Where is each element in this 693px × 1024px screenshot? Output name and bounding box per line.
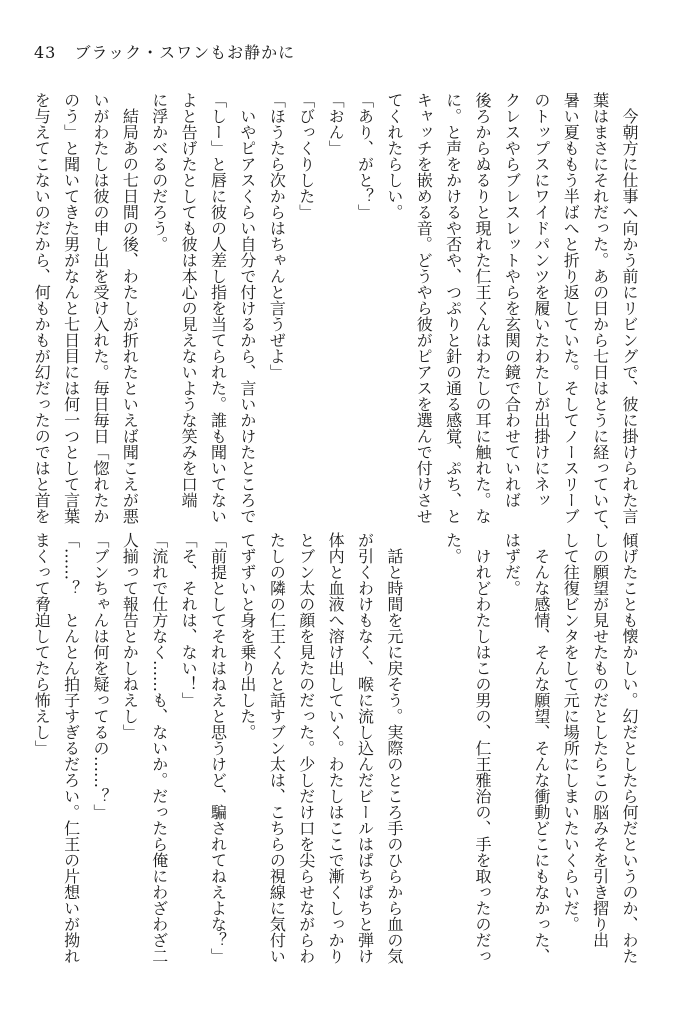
text-column: しの願望が見せたものだとしたらこの脳みそを引き摺り出 [590,532,610,948]
text-column: 「流れで仕方なく……も、ないか。だったら俺にわざわざ二 [149,532,169,964]
text-column: 「あり、がと？」 [355,92,375,220]
text-column: 「……？ とんとん拍子すぎるだろい。仁王の片想いが拗れ [61,532,81,964]
text-column: 「そ、それは、ない！」 [179,532,199,708]
text-column: に浮かべるのだろう。 [149,92,169,252]
text-column: 後ろからぬるりと現れた仁王くんはわたしの耳に触れた。な [473,92,493,524]
text-column: 話と時間を元に戻そう。実際のところ手のひらから血の気 [384,532,404,964]
book-title: ブラック・スワンもお静かに [74,43,296,62]
text-column [415,532,431,932]
text-column: 今朝方に仕事へ向かう前にリビングで、彼に掛けられた言 [620,92,639,524]
text-column: 暑い夏ももう半ばへと折り返していた。そしてノースリーブ [561,92,581,524]
text-column: 傾げたことも懐かしい。幻だとしたら何だというのか、わた [620,532,639,964]
text-column: クレスやらブレスレットやらを玄関の鏡で合わせていれば [502,92,522,508]
text-column: 「前提としてそれはねえと思うけど、騙されてねえよな？」 [208,532,228,964]
text-column: はずだ。 [502,532,522,596]
text-column: とブン太の顔を見たのだった。少しだけ口を尖らせながらわ [296,532,316,964]
text-column: まくって脅迫してたら怖えし」 [32,532,52,756]
text-column: を与えてこないのだから、何もかもが幻だったのではと首を [32,92,52,524]
text-column: そんな感情、そんな願望、そんな衝動どこにもなかった、 [531,532,551,964]
text-block-top [20,92,639,540]
text-column: たしの隣の仁王くんと話すブン太は、こちらの視線に気付い [267,532,287,964]
text-column: てずずいと身を乗り出した。 [237,532,257,740]
page-number: 43 [34,43,57,62]
text-column: けれどわたしはこの男の、仁王雅治の、手を取ったのだっ [473,532,493,964]
text-column: 体内と血液へ溶け出していく。わたしはここで漸くしっかり [326,532,346,964]
text-column: に。と声をかけるや否や、つぷりと針の通る感覚、ぷち、と [443,92,463,524]
text-column: して往復ビンタをして元に場所にしまいたいくらいだ。 [561,532,581,932]
text-column: キャッチを嵌める音。どうやら彼がピアスを選んで付けさせ [414,92,434,524]
text-column: 「しー」と唇に彼の人差し指を当てられた。誰も聞いてない [208,92,228,524]
text-column: てくれたらしい。 [384,92,404,220]
text-column: よと告げたとしても彼は本心の見えないような笑みを口端 [179,92,199,508]
text-column: いがわたしは彼の申し出を受け入れた。毎日毎日「惚れたか [90,92,110,524]
page-header [34,40,295,63]
text-column: 「びっくりした」 [296,92,316,220]
text-column: のう」と聞いてきた男がなんと七日目には何一つとして言葉 [61,92,81,524]
text-column: 葉はまさにそれだった。あの日から七日はとうに経っていて、 [590,92,610,540]
text-column: 「ほうたら次からはちゃんと言うぜよ」 [267,92,287,380]
text-column: 「ブンちゃんは何を疑ってるの……？」 [90,532,110,820]
text-column: のトップスにワイドパンツを履いたわたしが出掛けにネッ [531,92,551,508]
text-column: が引くわけもなく、喉に流し込んだビールはぱちぱちと弾け [355,532,375,964]
text-column: 人揃って報告とかしねえし」 [120,532,140,740]
text-block-bottom [20,532,639,964]
text-column: た。 [443,532,463,564]
text-column: いやピアスくらい自分で付けるから、言いかけたところで [237,92,257,524]
text-column: 「おん」 [326,92,346,156]
text-column: 結局あの七日間の後、わたしが折れたといえば聞こえが悪 [120,92,140,524]
